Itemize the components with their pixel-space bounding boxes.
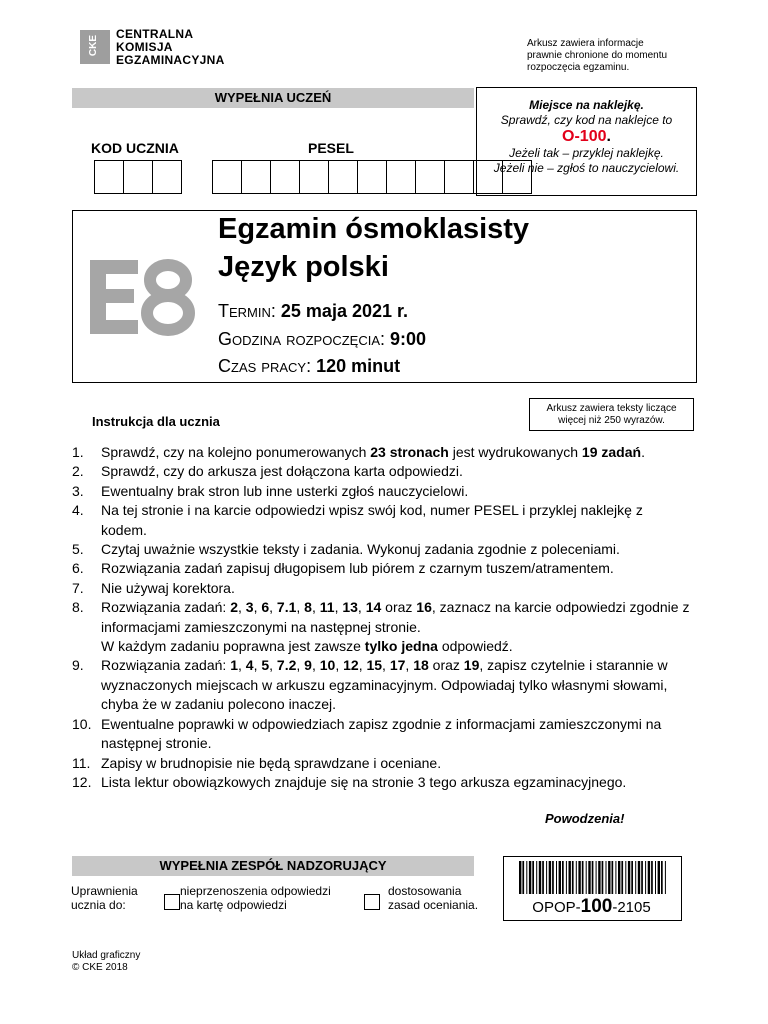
good-luck-text: Powodzenia! xyxy=(545,811,625,826)
instruction-item xyxy=(72,501,692,540)
cke-logo-text xyxy=(116,28,225,67)
notice-line: Arkusz zawiera informacje xyxy=(527,38,644,49)
instruction-number: 5. xyxy=(72,541,84,558)
instruction-item xyxy=(72,559,692,578)
pesel-cell[interactable] xyxy=(444,160,474,194)
instruction-text: Zapisy w brudnopisie nie będą sprawdzane i oceniane. xyxy=(101,754,442,771)
instruction-item xyxy=(72,773,692,792)
instruction-number: 7. xyxy=(72,579,84,596)
logo-line: EGZAMINACYJNA xyxy=(116,53,225,67)
instruction-number: 9. xyxy=(72,657,84,674)
no-transfer-checkbox[interactable] xyxy=(164,894,180,910)
instruction-number: 4. xyxy=(72,502,84,519)
student-code-label: KOD UCZNIA xyxy=(91,140,179,156)
instruction-item xyxy=(72,656,692,714)
word-count-note: Arkusz zawiera teksty liczące więcej niż 250 wyrazów. xyxy=(529,398,694,431)
adjusted-grading-option-label: dostosowania zasad oceniania. xyxy=(388,884,479,912)
notice-line: prawnie chronione do momentu xyxy=(527,50,668,61)
instruction-text: Rozwiązania zadań: 2, 3, 6, 7.1, 8, 11, 13, 14 oraz 16, zaznacz na karcie odpowiedzi zgodnie z informacjami zamieszczonymi na następnej stronie. W każdym zadaniu poprawna jest zawsze tylko jedna odpowiedź. xyxy=(101,599,690,655)
sticker-title: Miejsce na naklejkę. xyxy=(529,98,644,112)
barcode-icon xyxy=(517,861,667,894)
no-transfer-option-label: nieprzenoszenia odpowiedzi na kartę odpowiedzi xyxy=(180,884,331,912)
sticker-code: O-100. xyxy=(562,128,611,145)
pesel-cell[interactable] xyxy=(270,160,300,194)
instruction-number: 10. xyxy=(72,715,92,732)
notice-line: rozpoczęcia egzaminu. xyxy=(527,62,630,73)
booklet-code: OPOP-100-2105 xyxy=(532,896,651,917)
instruction-text: Lista lektur obowiązkowych znajduje się na stronie 3 tego arkusza egzaminacyjnego. xyxy=(101,773,627,790)
instruction-item xyxy=(72,540,692,559)
pesel-cell[interactable] xyxy=(212,160,242,194)
instruction-text: Sprawdź, czy na kolejno ponumerowanych 23 stronach jest wydrukowanych 19 zadań. xyxy=(101,444,645,460)
logo-line: KOMISJA xyxy=(116,40,173,54)
instruction-item xyxy=(72,443,692,462)
instruction-text: Nie używaj korektora. xyxy=(101,579,235,596)
instructions-list xyxy=(72,443,692,792)
exam-date: Termin: 25 maja 2021 r. xyxy=(218,301,409,321)
sticker-yes-text: Jeżeli tak – przyklej naklejkę. xyxy=(509,146,664,160)
instruction-text: Ewentualny brak stron lub inne usterki zgłoś nauczycielowi. xyxy=(101,482,469,499)
instruction-item xyxy=(72,482,692,501)
e8-badge-icon xyxy=(88,258,198,336)
instruction-number: 12. xyxy=(72,773,92,790)
instruction-text: Sprawdź, czy do arkusza jest dołączona karta odpowiedzi. xyxy=(101,463,463,480)
instruction-text: Czytaj uważnie wszystkie teksty i zadania. Wykonuj zadania zgodnie z poleceniami. xyxy=(101,541,620,558)
instruction-number: 11. xyxy=(72,754,91,771)
pesel-label: PESEL xyxy=(308,140,354,156)
instruction-item xyxy=(72,715,692,754)
instruction-number: 3. xyxy=(72,482,84,499)
pesel-cell[interactable] xyxy=(386,160,416,194)
student-code-cell[interactable] xyxy=(152,160,182,194)
pesel-cell[interactable] xyxy=(241,160,271,194)
sticker-area[interactable] xyxy=(476,87,697,196)
exam-duration: Czas pracy: 120 minut xyxy=(218,356,401,376)
student-rights-label: Uprawnienia ucznia do: xyxy=(71,884,138,912)
instruction-number: 6. xyxy=(72,560,84,577)
footer-copyright: Układ graficzny © CKE 2018 xyxy=(72,950,141,973)
pesel-cell[interactable] xyxy=(299,160,329,194)
instruction-item xyxy=(72,462,692,481)
pesel-cell[interactable] xyxy=(415,160,445,194)
supervisor-section-bar: WYPEŁNIA ZESPÓŁ NADZORUJĄCY xyxy=(72,856,474,876)
instruction-number: 8. xyxy=(72,599,84,616)
sticker-no-text: Jeżeli nie – zgłoś to nauczycielowi. xyxy=(493,161,680,175)
adjusted-grading-checkbox[interactable] xyxy=(364,894,380,910)
student-section-bar: WYPEŁNIA UCZEŃ xyxy=(72,88,474,108)
instruction-text: Rozwiązania zadań zapisuj długopisem lub piórem z czarnym tuszem/atramentem. xyxy=(101,560,614,577)
exam-subject: Język polski xyxy=(218,251,389,283)
student-code-boxes xyxy=(95,160,182,194)
pesel-cell[interactable] xyxy=(357,160,387,194)
instruction-item xyxy=(72,754,692,773)
exam-title: Egzamin ósmoklasisty xyxy=(218,213,530,245)
cke-logo-icon: CKE xyxy=(80,30,110,64)
instruction-item xyxy=(72,598,692,656)
exam-start-time: Godzina rozpoczęcia: 9:00 xyxy=(218,329,427,349)
instruction-item xyxy=(72,579,692,598)
logo-line: CENTRALNA xyxy=(116,27,194,41)
protected-info-notice xyxy=(527,38,667,74)
instruction-number: 2. xyxy=(72,463,84,480)
instruction-number: 1. xyxy=(72,444,84,460)
instructions-title: Instrukcja dla ucznia xyxy=(92,414,220,429)
pesel-cell[interactable] xyxy=(328,160,358,194)
student-code-cell[interactable] xyxy=(123,160,153,194)
instruction-text: Rozwiązania zadań: 1, 4, 5, 7.2, 9, 10, 12, 15, 17, 18 oraz 19, zapisz czytelnie i starannie w wyznaczonych miejscach w arkuszu egzaminacyjnym. Odpowiadaj tylko własnymi słowami, chyba że w zadaniu polecono inaczej. xyxy=(101,657,668,713)
student-code-cell[interactable] xyxy=(94,160,124,194)
instruction-text: Na tej stronie i na karcie odpowiedzi wpisz swój kod, numer PESEL i przyklej naklejkę z kodem. xyxy=(101,502,643,538)
sticker-check-text: Sprawdź, czy kod na naklejce to xyxy=(500,113,673,127)
instruction-text: Ewentualne poprawki w odpowiedziach zapisz zgodnie z informacjami zamieszczonymi na następnej stronie. xyxy=(101,715,662,752)
